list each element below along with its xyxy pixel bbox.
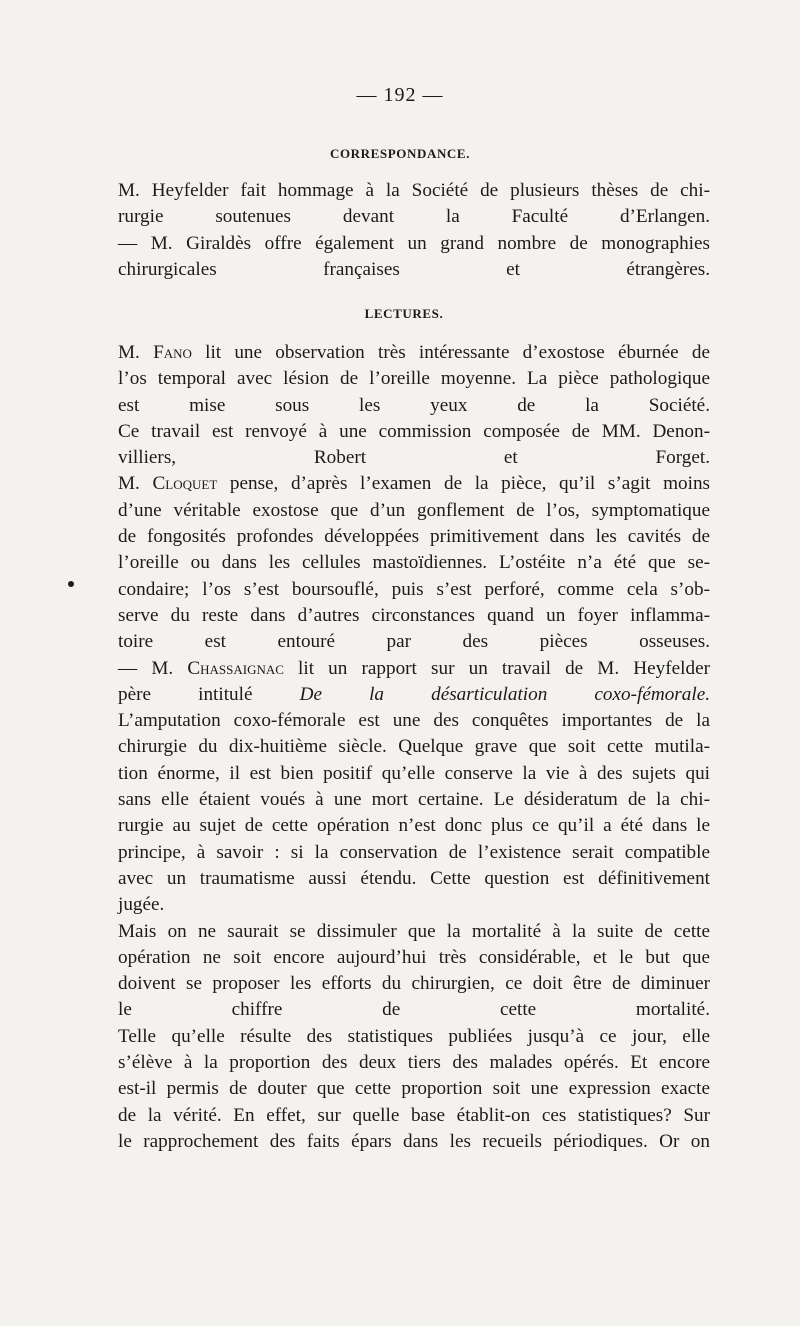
- text-line: sans elle étaient voués à une mort certaine. Le désideratum de la chi-: [118, 789, 710, 811]
- section-heading-lectures: LECTURES.: [364, 306, 444, 321]
- text-line: principe, à savoir : si la conservation de l’existence serait compatible: [118, 841, 710, 863]
- text-line: Mais on ne saurait se dissimuler que la mortalité à la suite de cette: [118, 920, 710, 942]
- text-fragment: M.: [118, 342, 154, 363]
- text-line: Ce travail est renvoyé à une commission composée de MM. Denon-: [118, 420, 710, 442]
- text-line: — M. Giraldès offre également un grand nombre de monographies: [118, 232, 710, 254]
- paragraph: [118, 419, 710, 472]
- text-line: serve du reste dans d’autres circonstances quand un foyer inflamma-: [118, 604, 710, 626]
- text-line: Telle qu’elle résulte des statistiques publiées jusqu’à ce jour, elle: [118, 1025, 710, 1047]
- text-line: rurgie soutenues devant la Faculté d’Erlangen.: [118, 206, 710, 228]
- text-line: tion énorme, il est bien positif qu’elle conserve la vie à des sujets qui: [118, 762, 710, 784]
- paragraph: [118, 340, 710, 419]
- text-line: toire est entouré par des pièces osseuses.: [118, 631, 710, 653]
- text-line: avec un traumatisme aussi étendu. Cette question est définitivement: [118, 867, 710, 889]
- paragraph: [118, 178, 710, 231]
- text-line: le rapprochement des faits épars dans les recueils périodiques. Or on: [118, 1130, 710, 1152]
- text-fragment: lit une observation très intéressante d’exostose éburnée de: [191, 342, 710, 363]
- text-line: [118, 656, 710, 682]
- text-fragment: — M.: [118, 657, 188, 679]
- person-name: Chassaignac: [187, 657, 284, 679]
- text-line: [118, 682, 710, 708]
- text-line: jugée.: [118, 894, 165, 916]
- paragraph: [118, 1024, 710, 1155]
- text-line: [118, 340, 710, 366]
- text-fragment: père intitulé: [118, 683, 300, 705]
- paragraph: [118, 471, 710, 655]
- margin-ink-dot: [68, 581, 74, 587]
- text-fragment: lit un rapport sur un travail de M. Heyfelder: [283, 657, 711, 679]
- text-line: opération ne soit encore aujourd’hui très considérable, et le but que: [118, 946, 710, 968]
- text-line: doivent se proposer les efforts du chirurgien, ce doit être de diminuer: [118, 973, 710, 995]
- lectures-text: [118, 340, 710, 1155]
- text-line: chirurgie du dix-huitième siècle. Quelque grave que soit cette mutila-: [118, 736, 710, 758]
- paragraph: [118, 919, 710, 1024]
- section-heading-correspondance: CORRESPONDANCE.: [329, 146, 471, 161]
- text-line: l’os temporal avec lésion de l’oreille moyenne. La pièce pathologique: [118, 368, 710, 390]
- text-line: chirurgicales françaises et étrangères.: [118, 258, 710, 280]
- text-line: de la vérité. En effet, sur quelle base établit-on ces statistiques? Sur: [118, 1104, 710, 1126]
- text-line: rurgie au sujet de cette opération n’est donc plus ce qu’il a été dans le: [118, 815, 710, 837]
- text-line: s’élève à la proportion des deux tiers des malades opérés. Et encore: [118, 1052, 710, 1074]
- text-fragment: M.: [118, 473, 153, 495]
- text-line: le chiffre de cette mortalité.: [118, 999, 710, 1021]
- text-line: villiers, Robert et Forget.: [118, 447, 710, 469]
- text-line: M. Heyfelder fait hommage à la Société de plusieurs thèses de chi-: [118, 180, 710, 201]
- text-line: est mise sous les yeux de la Société.: [118, 394, 710, 416]
- text-line: condaire; l’os s’est boursouflé, puis s’est perforé, comme cela s’ob-: [118, 578, 710, 600]
- person-name: Fano: [153, 342, 192, 363]
- text-line: l’oreille ou dans les cellules mastoïdiennes. L’ostéite n’a été que se-: [118, 552, 710, 574]
- page-number: — 192 —: [356, 84, 444, 106]
- correspondance-text: [118, 178, 710, 283]
- text-line: de fongosités profondes développées primitivement dans les cavités de: [118, 526, 710, 548]
- text-line: est-il permis de douter que cette proportion soit une expression exacte: [118, 1078, 710, 1100]
- paragraph: [118, 231, 710, 284]
- text-line: d’une véritable exostose que d’un gonflement de l’os, symptomatique: [118, 499, 710, 521]
- paragraph: [118, 708, 710, 918]
- person-name: Cloquet: [152, 473, 218, 495]
- report-title: De la désarticulation coxo-fémorale.: [299, 683, 711, 705]
- text-line: L’amputation coxo-fémorale est une des conquêtes importantes de la: [118, 710, 710, 732]
- text-line: [118, 471, 710, 497]
- text-fragment: pense, d’après l’examen de la pièce, qu’il s’agit moins: [217, 473, 711, 495]
- paragraph: [118, 656, 710, 709]
